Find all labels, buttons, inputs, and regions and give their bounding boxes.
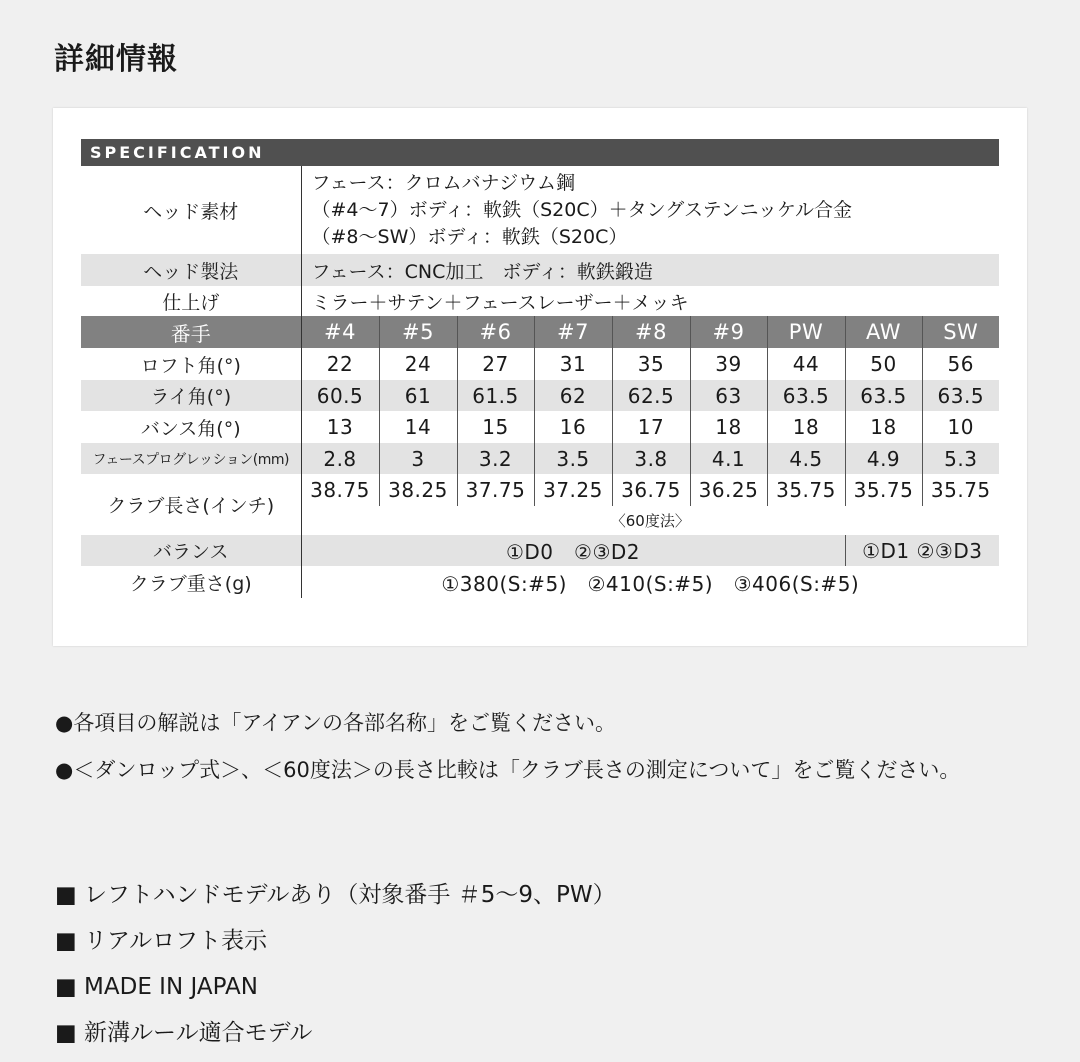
length-cell: 35.75	[767, 474, 845, 506]
length-cell: 36.75	[612, 474, 690, 506]
loft-cell: 27	[457, 348, 534, 380]
balance-row	[81, 535, 999, 566]
spec-header-row	[81, 139, 999, 166]
progression-cell: 3.8	[612, 443, 690, 474]
note-item: ●＜ダンロップ式＞、＜60度法＞の長さ比較は「クラブ長さの測定について」をご覧ください。	[55, 758, 961, 782]
numbers-cell: #9	[690, 316, 767, 348]
balance-main: ①D0 ②③D2	[301, 535, 845, 566]
progression-cell: 3.2	[457, 443, 534, 474]
head-material-line: フェース：クロムバナジウム鋼	[311, 171, 576, 194]
spec-card	[53, 108, 1027, 646]
feature-item: ■ リアルロフト表示	[55, 928, 268, 954]
bounce-cell: 14	[379, 411, 457, 443]
length-cell: 38.75	[310, 478, 370, 502]
numbers-cell: #6	[457, 316, 534, 348]
bounce-cell: 15	[457, 411, 534, 443]
head-material-line: （#4〜7）ボディ：軟鉄（S20C）＋タングステンニッケル合金	[311, 198, 852, 221]
length-cell: 35.75	[922, 474, 999, 506]
loft-label: ロフト角(°)	[81, 348, 301, 380]
loft-cell: 56	[922, 348, 999, 380]
length-note: 〈60度法〉	[610, 512, 690, 530]
feature-item: ■ 新溝ルール適合モデル	[55, 1020, 313, 1046]
length-cell: 36.25	[690, 474, 767, 506]
number-label: 番手	[81, 316, 301, 348]
numbers-cell: PW	[767, 316, 845, 348]
bounce-label: バンス角(°)	[81, 411, 301, 443]
lie-cell: 63.5	[845, 380, 922, 411]
loft-cell: 22	[326, 352, 354, 376]
numbers-cell: #8	[612, 316, 690, 348]
progression-cell: 2.8	[301, 443, 379, 474]
progression-cell: 5.3	[922, 443, 999, 474]
page-title: 詳細情報	[54, 42, 178, 77]
number-row	[81, 316, 999, 348]
progression-cell: 4.5	[767, 443, 845, 474]
bounce-cell: 18	[690, 411, 767, 443]
finish-label: 仕上げ	[81, 286, 301, 316]
numbers-cell: SW	[922, 316, 999, 348]
feature-list	[55, 872, 1040, 1056]
lie-cell: 63.5	[767, 380, 845, 411]
numbers-cell: #4	[301, 316, 379, 348]
bounce-cell: 10	[922, 411, 999, 443]
head-method-value: フェース：CNC加工 ボディ：軟鉄鍛造	[301, 254, 999, 286]
bounce-row	[81, 411, 999, 443]
lie-row	[81, 380, 999, 411]
progression-cell: 4.9	[845, 443, 922, 474]
loft-cell: 39	[690, 348, 767, 380]
loft-row	[81, 348, 999, 380]
bounce-cell: 18	[845, 411, 922, 443]
numbers-cell: #5	[379, 316, 457, 348]
bounce-cell: 17	[612, 411, 690, 443]
bounce-cell: 16	[534, 411, 612, 443]
head-material-label: ヘッド素材	[81, 166, 301, 254]
lie-cell: 61.5	[457, 380, 534, 411]
spec-table	[81, 139, 999, 598]
lie-label: ライ角(°)	[81, 380, 301, 411]
note-item: ●各項目の解説は「アイアンの各部名称」をご覧ください。	[55, 711, 616, 735]
bounce-cell: 18	[767, 411, 845, 443]
progression-row	[81, 443, 999, 474]
lie-cell: 63.5	[922, 380, 999, 411]
loft-cell: 24	[379, 348, 457, 380]
length-cell: 37.75	[457, 474, 534, 506]
numbers-cell: #7	[534, 316, 612, 348]
head-material-value	[301, 166, 999, 254]
bounce-cell: 13	[326, 415, 354, 439]
length-label: クラブ長さ(インチ)	[81, 474, 301, 535]
finish-value: ミラー＋サテン＋フェースレーザー＋メッキ	[311, 291, 689, 314]
progression-cell: 3	[379, 443, 457, 474]
loft-cell: 44	[767, 348, 845, 380]
loft-cell: 31	[534, 348, 612, 380]
progression-label: フェースプログレッション(mm)	[81, 443, 301, 474]
weight-row	[81, 566, 999, 598]
notes	[55, 700, 1040, 794]
lie-cell: 61	[379, 380, 457, 411]
length-cell: 37.25	[534, 474, 612, 506]
lie-cell: 63	[690, 380, 767, 411]
lie-cell: 62	[534, 380, 612, 411]
progression-cell: 4.1	[690, 443, 767, 474]
feature-item: ■ レフトハンドモデルあり（対象番手 ＃5〜9、PW）	[55, 882, 616, 908]
weight-value: ①380(S:#5) ②410(S:#5) ③406(S:#5)	[441, 571, 860, 596]
lie-cell: 60.5	[301, 380, 379, 411]
weight-label: クラブ重さ(g)	[81, 566, 301, 598]
feature-item: ■ MADE IN JAPAN	[55, 974, 258, 1000]
lie-cell: 62.5	[612, 380, 690, 411]
length-row	[81, 474, 999, 506]
head-material-row	[81, 166, 999, 254]
balance-label: バランス	[81, 535, 301, 566]
loft-cell: 35	[612, 348, 690, 380]
progression-cell: 3.5	[534, 443, 612, 474]
length-cell: 38.25	[379, 474, 457, 506]
balance-wedge: ①D1 ②③D3	[845, 535, 999, 566]
finish-row	[81, 286, 999, 316]
loft-cell: 50	[845, 348, 922, 380]
head-method-row	[81, 254, 999, 286]
numbers-cell: AW	[845, 316, 922, 348]
head-material-line: （#8〜SW）ボディ：軟鉄（S20C）	[311, 225, 628, 248]
spec-header: SPECIFICATION	[81, 139, 999, 166]
head-method-label: ヘッド製法	[81, 254, 301, 286]
length-cell: 35.75	[845, 474, 922, 506]
